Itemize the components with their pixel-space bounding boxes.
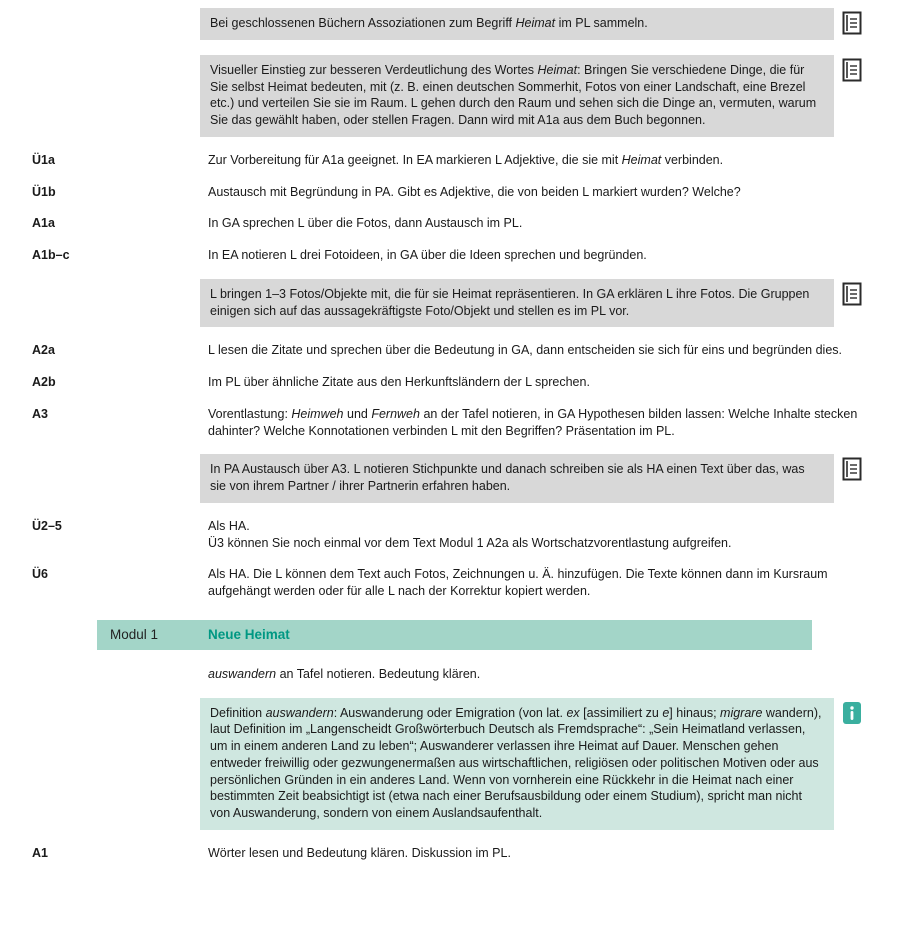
task-text: Austausch mit Begründung in PA. Gibt es Adjektive, die von beiden L markiert wurden? Welche? bbox=[208, 184, 741, 199]
task-label: A1 bbox=[32, 845, 48, 860]
tip-box-text: Bei geschlossenen Büchern Assoziationen zum Begriff Heimat im PL sammeln. bbox=[210, 16, 648, 30]
tip-box-text: In PA Austausch über A3. L notieren Stichpunkte und danach schreiben sie als HA einen Text über das, was sie von ihrem Partner / ihrer Partnerin erfahren haben. bbox=[210, 462, 805, 493]
task-label: Ü1b bbox=[32, 184, 56, 199]
definition-box bbox=[200, 698, 834, 830]
tip-box bbox=[200, 279, 834, 328]
task-row bbox=[0, 845, 900, 862]
task-row bbox=[0, 566, 900, 600]
tip-box-text: L bringen 1–3 Fotos/Objekte mit, die für sie Heimat repräsentieren. In GA erklären L ihre Fotos. Die Gruppen einigen sich auf das aussagekräftigste Foto/Objekt und stellen es im PL vor. bbox=[210, 286, 810, 318]
task-row bbox=[0, 247, 900, 264]
task-label: Ü2–5 bbox=[32, 518, 62, 533]
task-row bbox=[0, 342, 900, 359]
worksheet-icon bbox=[842, 282, 862, 306]
task-text: In EA notieren L drei Fotoideen, in GA über die Ideen sprechen und begründen. bbox=[208, 248, 647, 262]
task-text: In GA sprechen L über die Fotos, dann Austausch im PL. bbox=[208, 216, 523, 231]
task-text: L lesen die Zitate und sprechen über die Bedeutung in GA, dann entscheiden sie sich für eins und begründen dies. bbox=[208, 343, 842, 358]
worksheet-icon bbox=[842, 11, 862, 35]
task-label: A1b–c bbox=[32, 248, 70, 262]
task-text: Als HA. Ü3 können Sie noch einmal vor dem Text Modul 1 A2a als Wortschatzvorentlastung aufgreifen. bbox=[208, 518, 732, 550]
task-label: A3 bbox=[32, 406, 48, 421]
task-row bbox=[0, 518, 900, 552]
task-label: A1a bbox=[32, 216, 55, 231]
worksheet-icon bbox=[842, 457, 862, 481]
instruction-line: auswandern an Tafel notieren. Bedeutung klären. bbox=[208, 666, 481, 681]
info-icon bbox=[842, 701, 862, 725]
tip-box bbox=[200, 55, 834, 137]
module-header bbox=[97, 620, 812, 650]
worksheet-icon bbox=[842, 58, 862, 82]
tip-box bbox=[200, 454, 834, 503]
task-row bbox=[0, 374, 900, 391]
task-text: Zur Vorbereitung für A1a geeignet. In EA markieren L Adjektive, die sie mit Heimat verbinden. bbox=[208, 152, 724, 167]
task-label: Ü1a bbox=[32, 152, 55, 167]
definition-text: Definition auswandern: Auswanderung oder Emigration (von lat. ex [assimiliert zu e] hinaus; migrare wandern), laut Definition im „Langenscheidt Großwörterbuch Deutsch als Fremdsprache“: „Sein Heimatland verlassen, um in einem anderen Land zu leben“; Auswanderer verlassen ihre Heimat auf Dauer. Menschen gehen entweder freiwillig oder gezwungenermaßen aus wirtschaftlichen, religiösen oder politischen Motiven oder aus persönlichen Gründen in ein anderes Land. Wenn von vornherein eine Rückkehr in die Heimat nach einer bestimmten Zeit beabsichtigt ist (etwa nach einer Berufsausbildung oder einem Studium), spricht man nicht von Auswanderung, sondern von einem Auslandsaufenthalt. bbox=[210, 705, 822, 820]
task-row bbox=[0, 215, 900, 232]
task-text: Vorentlastung: Heimweh und Fernweh an der Tafel notieren, in GA Hypothesen bilden lassen: Welche Inhalte stecken dahinter? Welche Konnotationen verbinden L mit den Begriffen? Präsentation im PL. bbox=[208, 406, 858, 438]
module-label: Modul 1 bbox=[110, 627, 159, 643]
module-title: Neue Heimat bbox=[208, 627, 290, 643]
task-label: A2b bbox=[32, 375, 56, 389]
tip-box-text: Visueller Einstieg zur besseren Verdeutlichung des Wortes Heimat: Bringen Sie verschiedene Dinge, die für Sie selbst Heimat bedeuten, mit (z. B. einen deutschen Sommerhit, Fotos von einer Landschaft, eine Brezel etc.) und verteilen Sie sie im Raum. L gehen durch den Raum und sehen sich die Dinge an, vermuten, warum Sie das gewählt haben, oder stellen Fragen. Dann wird mit A1a aus dem Buch begonnen. bbox=[210, 62, 817, 127]
task-label: Ü6 bbox=[32, 567, 48, 582]
task-row bbox=[0, 184, 900, 201]
tip-box bbox=[200, 8, 834, 40]
task-row bbox=[0, 406, 900, 440]
task-text: Als HA. Die L können dem Text auch Fotos, Zeichnungen u. Ä. hinzufügen. Die Texte können dann im Kursraum aufgehängt werden oder für alle L nach der Korrektur kopiert werden. bbox=[208, 567, 828, 598]
task-label: A2a bbox=[32, 343, 55, 358]
task-row bbox=[0, 152, 900, 169]
task-text: Im PL über ähnliche Zitate aus den Herkunftsländern der L sprechen. bbox=[208, 375, 590, 389]
task-text: Wörter lesen und Bedeutung klären. Diskussion im PL. bbox=[208, 845, 511, 860]
